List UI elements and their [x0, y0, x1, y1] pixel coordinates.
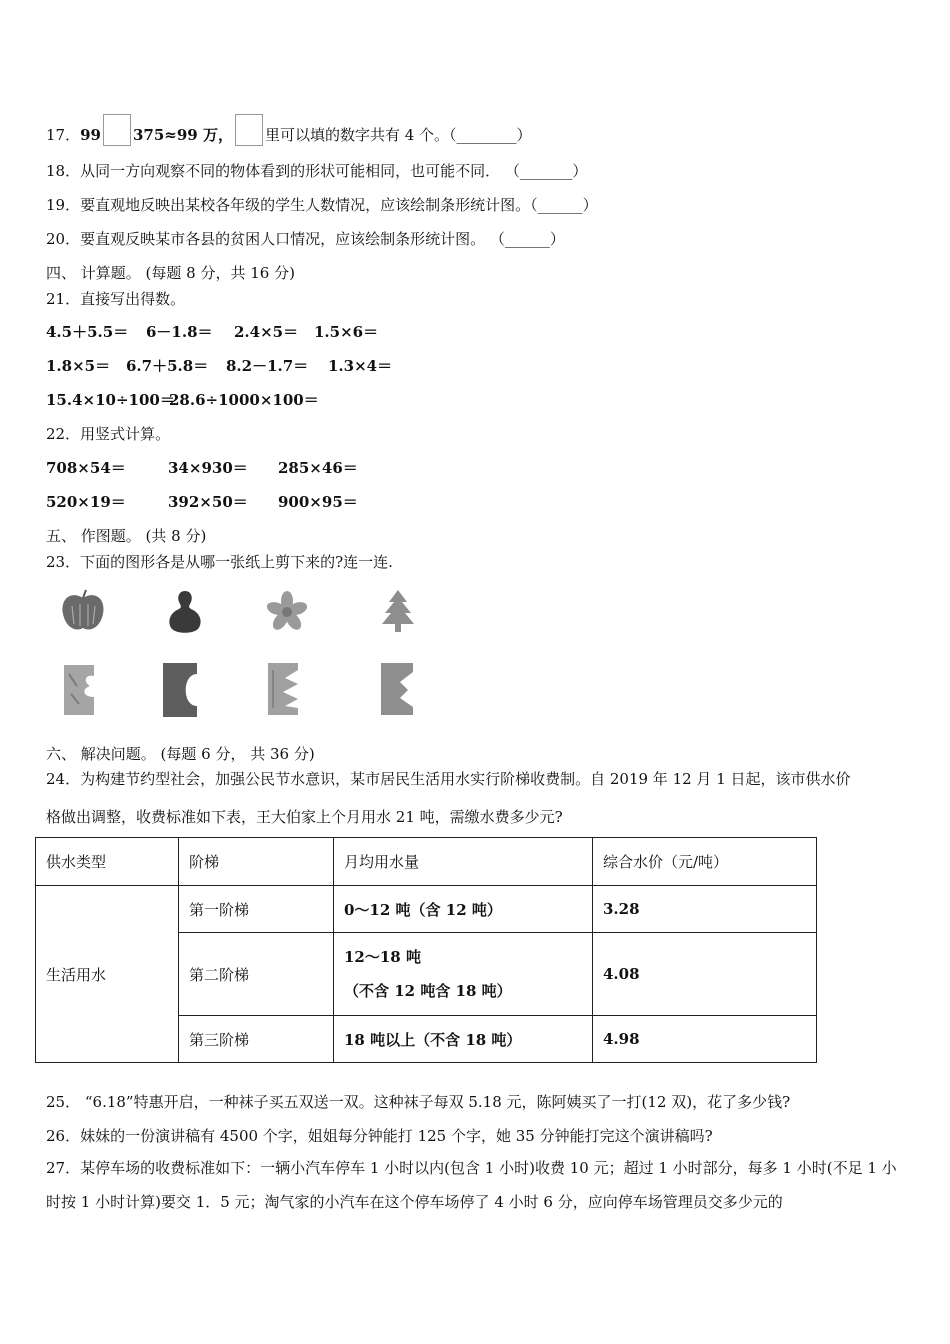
question-24-line-2: 格做出调整，收费标准如下表，王大伯家上个月用水 21 吨，需缴水费多少元? [46, 808, 563, 826]
calc-item: 285×46＝ [278, 459, 358, 477]
q17-number-part-b: 375≈99 万， [132, 126, 233, 144]
flower-shape-icon[interactable] [264, 590, 310, 634]
water-price-table [35, 837, 817, 1063]
calc-item: 8.2－1.7＝ [226, 357, 309, 375]
question-24-line-1: 24．为构建节约型社会，加强公民节水意识，某市居民生活用水实行阶梯收费制。自 2019 年 12 月 1 日起，该市供水价 [46, 770, 851, 788]
q17-number-part-a: 99 [80, 126, 101, 144]
question-22: 22．用竖式计算。 [46, 425, 171, 443]
usage-cell: 0～12 吨（含 12 吨） [334, 886, 593, 933]
table-header-cell: 阶梯 [179, 838, 334, 886]
apple-shape-icon[interactable] [58, 588, 108, 634]
section-5-heading: 五、 作图题。 (共 8 分) [46, 527, 207, 545]
section-4-heading: 四、 计算题。 (每题 8 分，共 16 分) [46, 264, 295, 282]
question-19: 19．要直观地反映出某校各年级的学生人数情况，应该绘制条形统计图。（______） [46, 196, 598, 214]
tier-cell: 第二阶梯 [179, 933, 334, 1016]
paper-piece-1-icon[interactable] [63, 664, 95, 716]
calc-item: 1.3×4＝ [328, 357, 393, 375]
usage-cell: 18 吨以上（不含 18 吨） [334, 1016, 593, 1063]
calc-item: 28.6÷1000×100＝ [169, 391, 319, 409]
price-cell: 4.08 [593, 933, 817, 1016]
calc-item: 4.5＋5.5＝ [46, 323, 129, 341]
paper-piece-2-icon[interactable] [162, 662, 198, 718]
question-23: 23．下面的图形各是从哪一张纸上剪下来的?连一连. [46, 553, 393, 571]
calc-row-2 [46, 356, 392, 376]
question-26: 26．妹妹的一份演讲稿有 4500 个字，姐姐每分钟能打 125 个字，她 35 分钟能打完这个演讲稿吗? [46, 1127, 713, 1145]
calc-item: 1.8×5＝ [46, 357, 111, 375]
vertical-calc-row-1 [46, 458, 358, 478]
question-18: 18．从同一方向观察不同的物体看到的形状可能相同，也可能不同． （_______） [46, 162, 588, 180]
table-header-cell: 综合水价（元/吨） [593, 838, 817, 886]
table-header-cell: 供水类型 [36, 838, 179, 886]
calc-item: 392×50＝ [168, 493, 248, 511]
question-25: 25． “6.18”特惠开启，一种袜子买五双送一双。这种袜子每双 5.18 元，陈阿姨买了一打(12 双)，花了多少钱? [46, 1093, 791, 1111]
calc-item: 520×19＝ [46, 493, 126, 511]
calc-item: 15.4×10÷100＝ [46, 391, 175, 409]
calc-item: 6－1.8＝ [146, 323, 213, 341]
question-27: 27．某停车场的收费标准如下：一辆小汽车停车 1 小时以内(包含 1 小时)收费 10 元；超过 1 小时部分，每多 1 小时(不足 1 小时按 1 小时计算)要交 1．5 元；淘气家的小汽车在这个停车场停了 4 小时 6 分，应向停车场管理员交多少元的 [46, 1159, 897, 1211]
vertical-calc-row-2 [46, 492, 358, 512]
table-header-cell: 月均用水量 [334, 838, 593, 886]
water-type-cell: 生活用水 [36, 886, 179, 1063]
calc-item: 2.4×5＝ [234, 323, 299, 341]
usage-cell: 12～18 吨 （不含 12 吨含 18 吨） [334, 933, 593, 1016]
paper-piece-3-icon[interactable] [267, 662, 299, 716]
calc-item: 1.5×6＝ [314, 323, 379, 341]
blank-box[interactable] [235, 114, 263, 146]
calc-item: 900×95＝ [278, 493, 358, 511]
tier-cell: 第三阶梯 [179, 1016, 334, 1063]
blank-box[interactable] [103, 114, 131, 146]
paper-piece-4-icon[interactable] [380, 662, 414, 716]
question-17: 17．99 375≈99 万， 里可以填的数字共有 4 个。（________） [46, 114, 532, 146]
calc-row-3 [46, 390, 319, 410]
question-21: 21．直接写出得数。 [46, 290, 186, 308]
q17-text: 里可以填的数字共有 4 个。（________） [264, 126, 532, 144]
price-cell: 4.98 [593, 1016, 817, 1063]
tree-shape-icon[interactable] [378, 588, 418, 634]
calc-item: 708×54＝ [46, 459, 126, 477]
tier-cell: 第一阶梯 [179, 886, 334, 933]
calc-item: 34×930＝ [168, 459, 248, 477]
table-header-row [36, 838, 817, 886]
section-6-heading: 六、 解决问题。 (每题 6 分， 共 36 分) [46, 745, 315, 763]
table-row [36, 886, 817, 933]
price-cell: 3.28 [593, 886, 817, 933]
calc-row-1 [46, 322, 378, 342]
question-20: 20．要直观反映某市各县的贫困人口情况，应该绘制条形统计图。 （______） [46, 230, 565, 248]
calc-item: 6.7＋5.8＝ [126, 357, 209, 375]
gourd-shape-icon[interactable] [165, 588, 205, 636]
